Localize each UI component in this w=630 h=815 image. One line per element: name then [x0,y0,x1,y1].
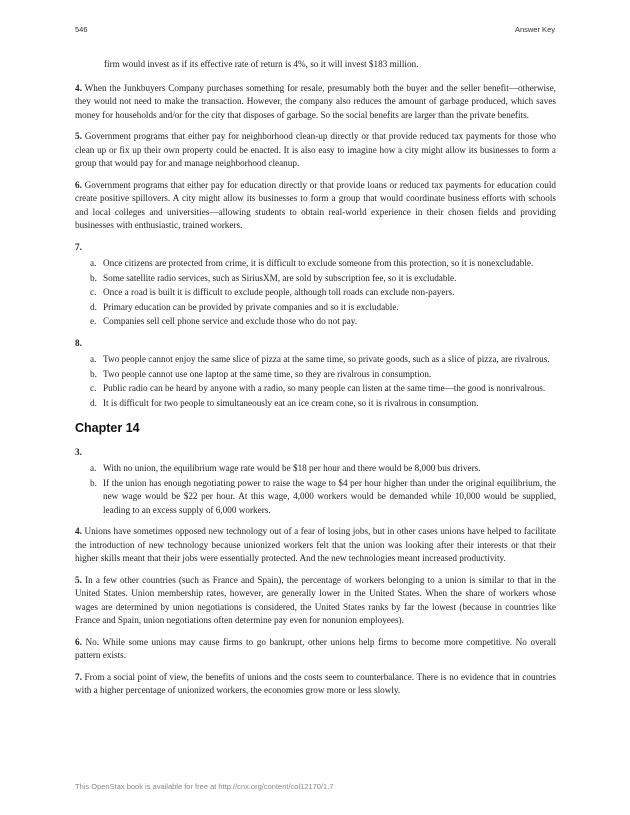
list-letter: c. [90,287,97,297]
list-text: Public radio can be heard by anyone with a radio, so many people can listen at the same time—the good is nonrivalrous. [103,383,546,393]
answer-number: 4. [75,526,82,536]
list-text: Two people cannot use one laptop at the same time, so they are rivalrous in consumption. [103,368,432,379]
answer-8-number: 8. [75,337,82,348]
list-letter: a. [90,258,97,268]
list-letter: b. [90,272,97,283]
list-item [75,353,556,367]
list-letter: b. [90,368,97,379]
answer-text: Unions have sometimes opposed new technology out of a fear of losing jobs, but in other cases unions have helped to facilitate the introduction of new technology because unionized workers felt that the union was looking after their interests or that their higher skills meant that their jobs were essentially protected. And the new technologies meant increased productivity. [75,526,556,563]
list-text: With no union, the equilibrium wage rate would be $18 per hour and there would be 8,000 bus drivers. [103,463,481,473]
list-letter: d. [90,301,97,312]
answer-number: 6. [75,179,82,190]
answer-number: 5. [75,131,82,141]
chapter14-answer-3-list [75,462,556,517]
answer-key-body [75,58,556,706]
answer-text: From a social point of view, the benefits of unions and the costs seem to counterbalance. There is no evidence that in countries with a higher percentage of unionized workers, the economies grow more or less slowly. [75,671,556,695]
chapter14-answer-6 [75,636,556,663]
list-letter: a. [90,354,97,364]
list-text: Once a road is built it is difficult to exclude people, although toll roads can exclude non-payers. [103,287,455,297]
chapter14-answer-3-number: 3. [75,446,82,457]
answer-number: 6. [75,636,82,647]
answer-text: No. While some unions may cause firms to go bankrupt, other unions help firms to become more competitive. No overall pattern exists. [75,636,557,660]
answer-7-list [75,257,556,329]
answer-text: When the Junkbuyers Company purchases something for resale, presumably both the buyer and the seller benefit—otherwise, they would not need to make the transaction. However, the company also reduces the amount of garbage produced, which saves money for households and/or for the city that disposes of garbage. So the social benefits are larger than the private benefits. [75,82,556,120]
list-letter: a. [90,463,97,473]
list-item [75,462,556,476]
answer-number: 5. [75,574,82,585]
list-item [75,477,556,518]
running-header: Answer Key [514,25,555,34]
list-letter: d. [90,397,97,408]
list-text: Once citizens are protected from crime, it is difficult to exclude someone from this protection, so it is nonexcludable. [103,258,534,268]
continued-paragraph: firm would invest as if its effective rate of return is 4%, so it will invest $183 million. [104,59,419,69]
answer-text: Government programs that either pay for neighborhood clean-up directly or that provide reduced tax payments for those who clean up or fix up their own property could be enacted. It is also easy to imagine how a city might allow its businesses to form a group that would pay for and manage neighborhood cleanup. [75,131,556,168]
list-text: If the union has enough negotiating power to raise the wage to $4 per hour higher than under the original equilibrium, the new wage would be $22 per hour. At this wage, 4,000 workers would be demanded while 10,000 would be supplied, leading to an excess supply of 6,000 workers. [103,477,556,515]
answer-number: 4. [75,82,82,93]
list-text: Primary education can be provided by private companies and so it is excludable. [103,301,399,312]
answer-4 [75,82,556,123]
list-text: Some satellite radio services, such as SiriusXM, are sold by subscription fee, so it is excludable. [103,272,457,283]
answer-6 [75,179,556,233]
chapter-heading: Chapter 14 [75,421,140,435]
answer-8-list [75,353,556,410]
list-text: It is difficult for two people to simultaneously eat an ice cream cone, so it is rivalrous in consumption. [103,397,479,408]
list-item [75,301,556,315]
chapter14-answer-7 [75,671,556,698]
answer-number: 7. [75,671,82,682]
list-item [75,257,556,271]
answer-text: In a few other countries (such as France and Spain), the percentage of workers belonging to a union is similar to that in the United States. Union membership rates, however, are generally lower in the United States. When the share of workers whose wages are determined by union negotiations is considered, the United States ranks by far the lowest (because in countries like France and Spain, union negotiations often determine pay even for nonunion employees). [75,574,557,625]
list-item [75,382,556,396]
list-item [75,272,556,286]
list-letter: b. [90,477,97,488]
page-number: 546 [75,25,88,34]
list-item [75,397,556,411]
answer-5 [75,130,556,171]
list-item [75,315,556,329]
list-text: Two people cannot enjoy the same slice of pizza at the same time, so private goods, such as a slice of pizza, are rivalrous. [103,354,550,364]
answer-text: Government programs that either pay for education directly or that provide loans or reduced tax payments for education could create positive spillovers. A city might allow its businesses to form a group that would coordinate business efforts with schools and local colleges and universities—allowing students to obtain real-world experience in their chosen fields and providing businesses with enthusiastic, trained workers. [75,179,556,230]
list-item [75,368,556,382]
chapter14-answer-5 [75,574,556,628]
page-footer: This OpenStax book is available for free at http://cnx.org/content/col12170/1.7 [75,782,334,791]
list-text: Companies sell cell phone service and exclude those who do not pay. [103,316,358,326]
list-letter: e. [90,316,97,326]
list-letter: c. [90,383,97,393]
answer-7-number: 7. [75,241,82,252]
list-item [75,286,556,300]
chapter14-answer-4 [75,525,556,566]
